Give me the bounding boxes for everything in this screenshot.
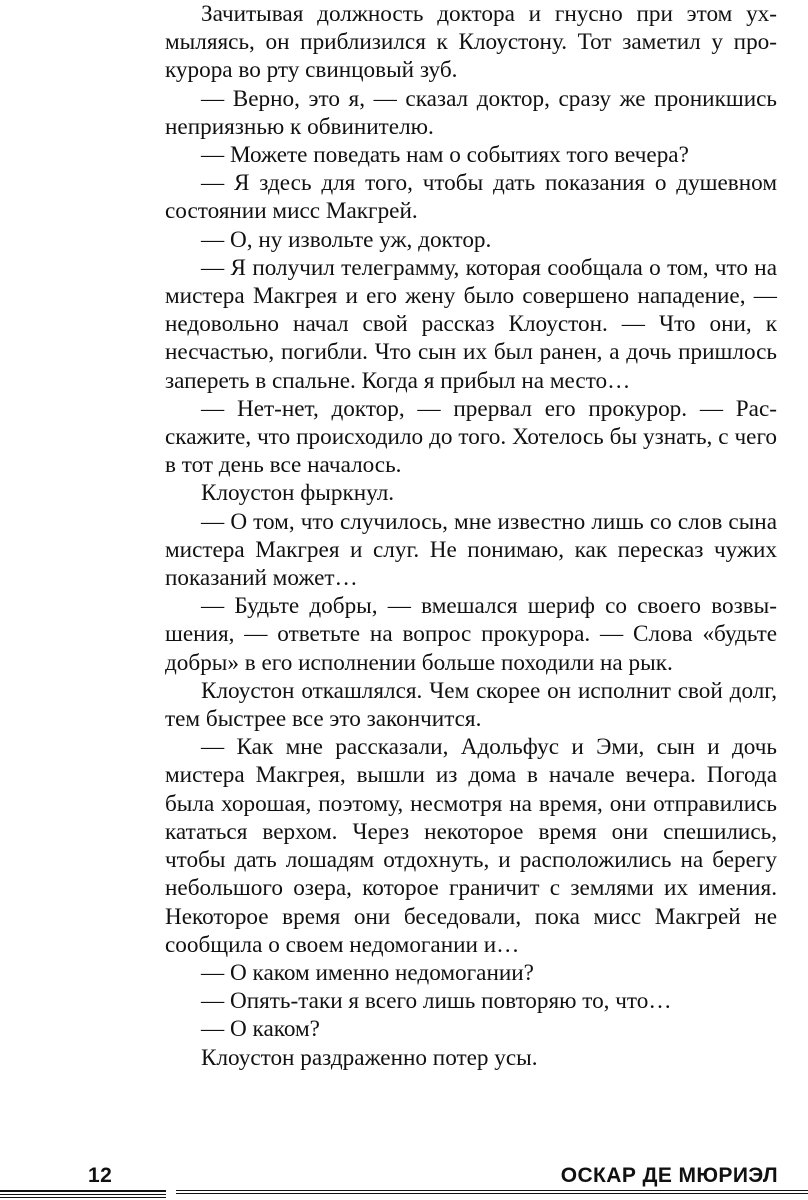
paragraph-13: — О каком именно недомогании? xyxy=(201,959,534,986)
paragraph-15: — О каком? xyxy=(201,1016,320,1043)
paragraph-10: — Будьте добры, — вмешался шериф со своего возвышения, — ответьте на вопрос прокурора. — Слова «будьте добры» в его исполнении больше походили на рык. xyxy=(165,593,777,676)
paragraph-3: — Можете поведать нам о событиях того вечера? xyxy=(201,142,689,169)
paragraph-16: Клоустон раздраженно потер усы. xyxy=(201,1044,538,1071)
paragraph-7: — Нет-нет, доктор, — прервал его прокурор. — Расскажите, что происходило до того. Хотелось бы узнать, с чего в тот день все началось. xyxy=(165,395,777,479)
paragraph-9: — О том, что случилось, мне известно лишь со слов сына мистера Макгрея и слуг. Не понимаю, как пересказ чужих показаний может… xyxy=(165,508,777,592)
paragraph-2: — Верно, это я, — сказал доктор, сразу же проникшись неприязнью к обвинителю. xyxy=(165,85,777,140)
footer-rule-right-line-1 xyxy=(176,1190,808,1191)
paragraph-6: — Я получил телеграмму, которая сообщала о том, что на мистера Макгрея и его жену было совершено нападение, — недовольно начал свой рассказ Клоустон. — Что они, к несчастью, погибли. Что сын их был ранен, а дочь пришлось запереть в спальне. Когда я прибыл на место… xyxy=(165,254,777,394)
page-footer xyxy=(0,1162,808,1200)
footer-rule-left-line-3 xyxy=(0,1197,166,1198)
paragraph-1: Зачитывая должность доктора и гнусно при этом ухмыляясь, он приблизился к Клоустону. Тот заметил у прокурора во рту свинцовый зуб. xyxy=(165,1,777,84)
footer-rule-right-line-2 xyxy=(176,1193,808,1194)
running-footer-author: ОСКАР ДЕ МЮРИЭЛ xyxy=(560,1164,778,1187)
paragraph-14: — Опять-таки я всего лишь повторяю то, что… xyxy=(201,988,672,1015)
footer-rule-left-line-1 xyxy=(0,1190,166,1192)
footer-rule-right xyxy=(176,1190,808,1194)
paragraph-11: Клоустон откашлялся. Чем скорее он исполнит свой долг, тем быстрее все это закончится. xyxy=(165,677,777,733)
page-number: 12 xyxy=(88,1164,113,1187)
footer-rule-left xyxy=(0,1190,166,1197)
paragraph-12: — Как мне рассказали, Адольфус и Эми, сын и дочь мистера Макгрея, вышли из дома в начале вечера. Погода была хорошая, поэтому, несмотря на время, они отправились кататься верхом. Через некоторое время они спешились, чтобы дать лошадям отдохнуть, и расположились на берегу небольшого озера, которое граничит с землями их имения. Некоторое время они беседовали, пока мисс Макгрей не сообщила о своем недомогании и… xyxy=(165,734,777,958)
paragraph-5: — О, ну извольте уж, доктор. xyxy=(201,226,492,253)
footer-rule-left-line-2 xyxy=(0,1194,166,1195)
paragraph-4: — Я здесь для того, чтобы дать показания о душевном состоянии мисс Макгрей. xyxy=(165,170,777,225)
body-text xyxy=(165,0,777,1072)
paragraph-8: Клоустон фыркнул. xyxy=(201,480,395,507)
